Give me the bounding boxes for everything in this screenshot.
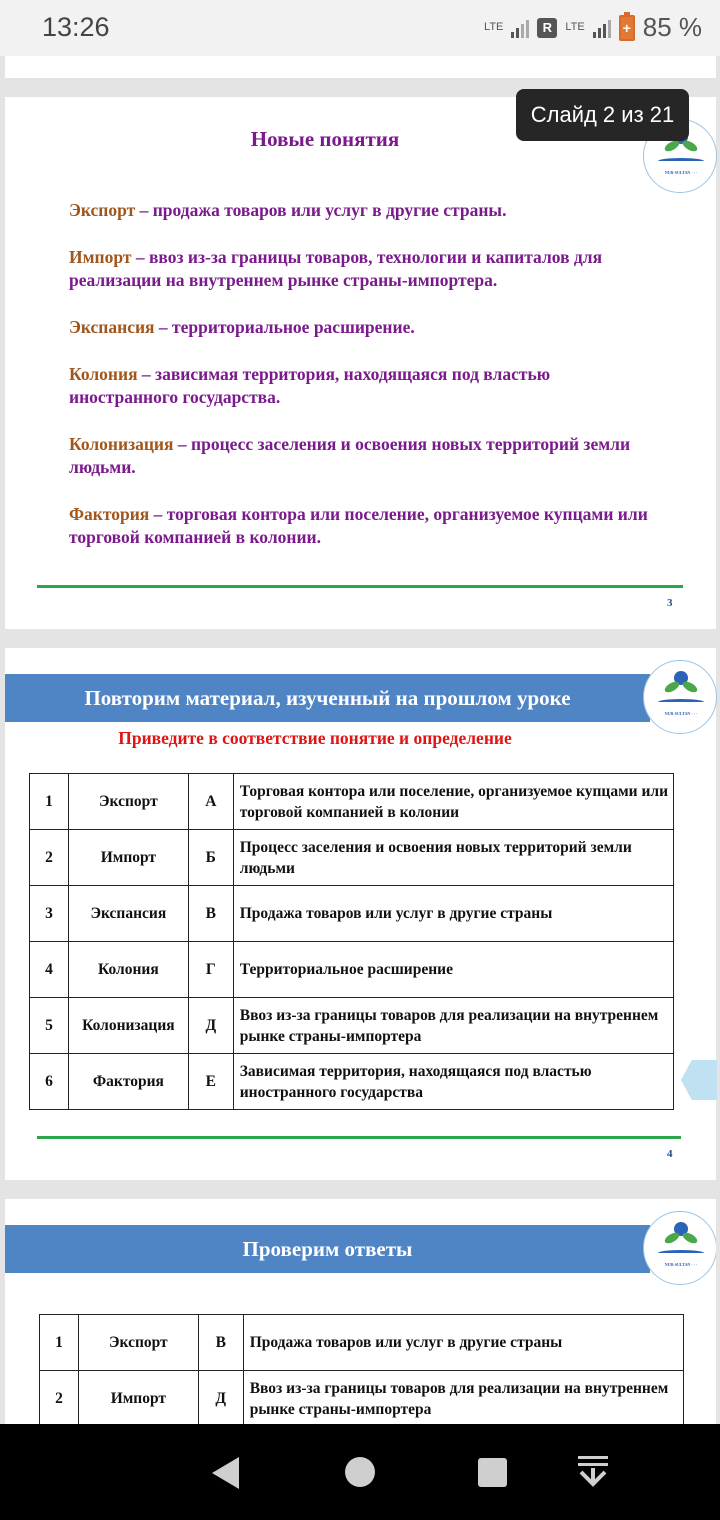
recent-apps-icon[interactable] bbox=[478, 1458, 507, 1487]
term-item: Экспансия – территориальное расширение. bbox=[69, 317, 415, 337]
lte-icon-2: LTE bbox=[565, 21, 585, 33]
roaming-icon: R bbox=[537, 18, 557, 38]
table-row: 6 Фактория Е Зависимая территория, находящаяся под властью иностранного государства bbox=[30, 1054, 674, 1110]
divider-line bbox=[37, 1136, 681, 1139]
lte-icon: LTE bbox=[484, 21, 504, 33]
terms-list bbox=[69, 199, 659, 573]
slide-title-banner: Повторим материал, изученный на прошлом уроке bbox=[5, 674, 650, 722]
matching-table bbox=[29, 773, 674, 1110]
slide-subtitle: Приведите в соответствие понятие и определение bbox=[118, 728, 512, 748]
table-row: 1 Экспорт А Торговая контора или поселение, организуемое купцами или торговой компанией в колонии bbox=[30, 774, 674, 830]
side-scroll-handle[interactable] bbox=[681, 1060, 717, 1100]
term-item: Импорт – ввоз из-за границы товаров, технологии и капиталов для реализации на внутреннем рынке страны-импортера. bbox=[69, 247, 603, 290]
table-row: 2 Импорт Д Ввоз из-за границы товаров для реализации на внутреннем рынке страны-импортера bbox=[40, 1371, 684, 1427]
table-row: 5 Колонизация Д Ввоз из-за границы товаров для реализации на внутреннем рынке страны-импортера bbox=[30, 998, 674, 1054]
term-item: Фактория – торговая контора или поселение, организуемое купцами или торговой компанией в колонии. bbox=[69, 504, 648, 547]
divider-line bbox=[37, 585, 683, 588]
university-logo-icon: NUR-SULTAN · · · bbox=[643, 1211, 716, 1285]
back-triangle-icon[interactable] bbox=[212, 1457, 239, 1489]
slide-title-banner: Проверим ответы bbox=[5, 1225, 650, 1273]
term-item: Колонизация – процесс заселения и освоения новых территорий земли людьми. bbox=[69, 434, 631, 477]
term-item: Экспорт – продажа товаров или услуг в другие страны. bbox=[69, 200, 507, 220]
status-icons bbox=[484, 12, 702, 43]
table-row: 1 Экспорт В Продажа товаров или услуг в другие страны bbox=[40, 1315, 684, 1371]
answers-table bbox=[39, 1314, 684, 1427]
slide-title: Новые понятия bbox=[250, 127, 400, 151]
page-number: 4 bbox=[667, 1148, 673, 1160]
university-logo-icon: NUR-SULTAN · · · bbox=[643, 119, 717, 193]
slide-counter-toast: Слайд 2 из 21 bbox=[516, 89, 689, 141]
table-row: 3 Экспансия В Продажа товаров или услуг в другие страны bbox=[30, 886, 674, 942]
previous-slide-remnant bbox=[5, 56, 716, 78]
table-row: 4 Колония Г Территориальное расширение bbox=[30, 942, 674, 998]
slide-new-concepts[interactable] bbox=[5, 97, 716, 629]
battery-percent: 85 % bbox=[642, 12, 702, 42]
status-time: 13:26 bbox=[42, 12, 110, 42]
slide-review[interactable] bbox=[5, 648, 716, 1180]
home-circle-icon[interactable] bbox=[345, 1457, 375, 1487]
signal-icon-2 bbox=[593, 18, 611, 38]
page-number: 3 bbox=[667, 597, 673, 609]
keyboard-hide-icon[interactable] bbox=[578, 1456, 608, 1490]
battery-icon: + bbox=[619, 15, 635, 41]
status-bar bbox=[0, 0, 720, 56]
university-logo-icon: NUR-SULTAN · · · bbox=[643, 660, 717, 734]
signal-icon bbox=[511, 18, 529, 38]
table-row: 2 Импорт Б Процесс заселения и освоения новых территорий земли людьми bbox=[30, 830, 674, 886]
slide-check-answers[interactable] bbox=[5, 1199, 716, 1429]
navigation-bar bbox=[0, 1424, 720, 1520]
term-item: Колония – зависимая территория, находящаяся под властью иностранного государства. bbox=[69, 364, 551, 407]
